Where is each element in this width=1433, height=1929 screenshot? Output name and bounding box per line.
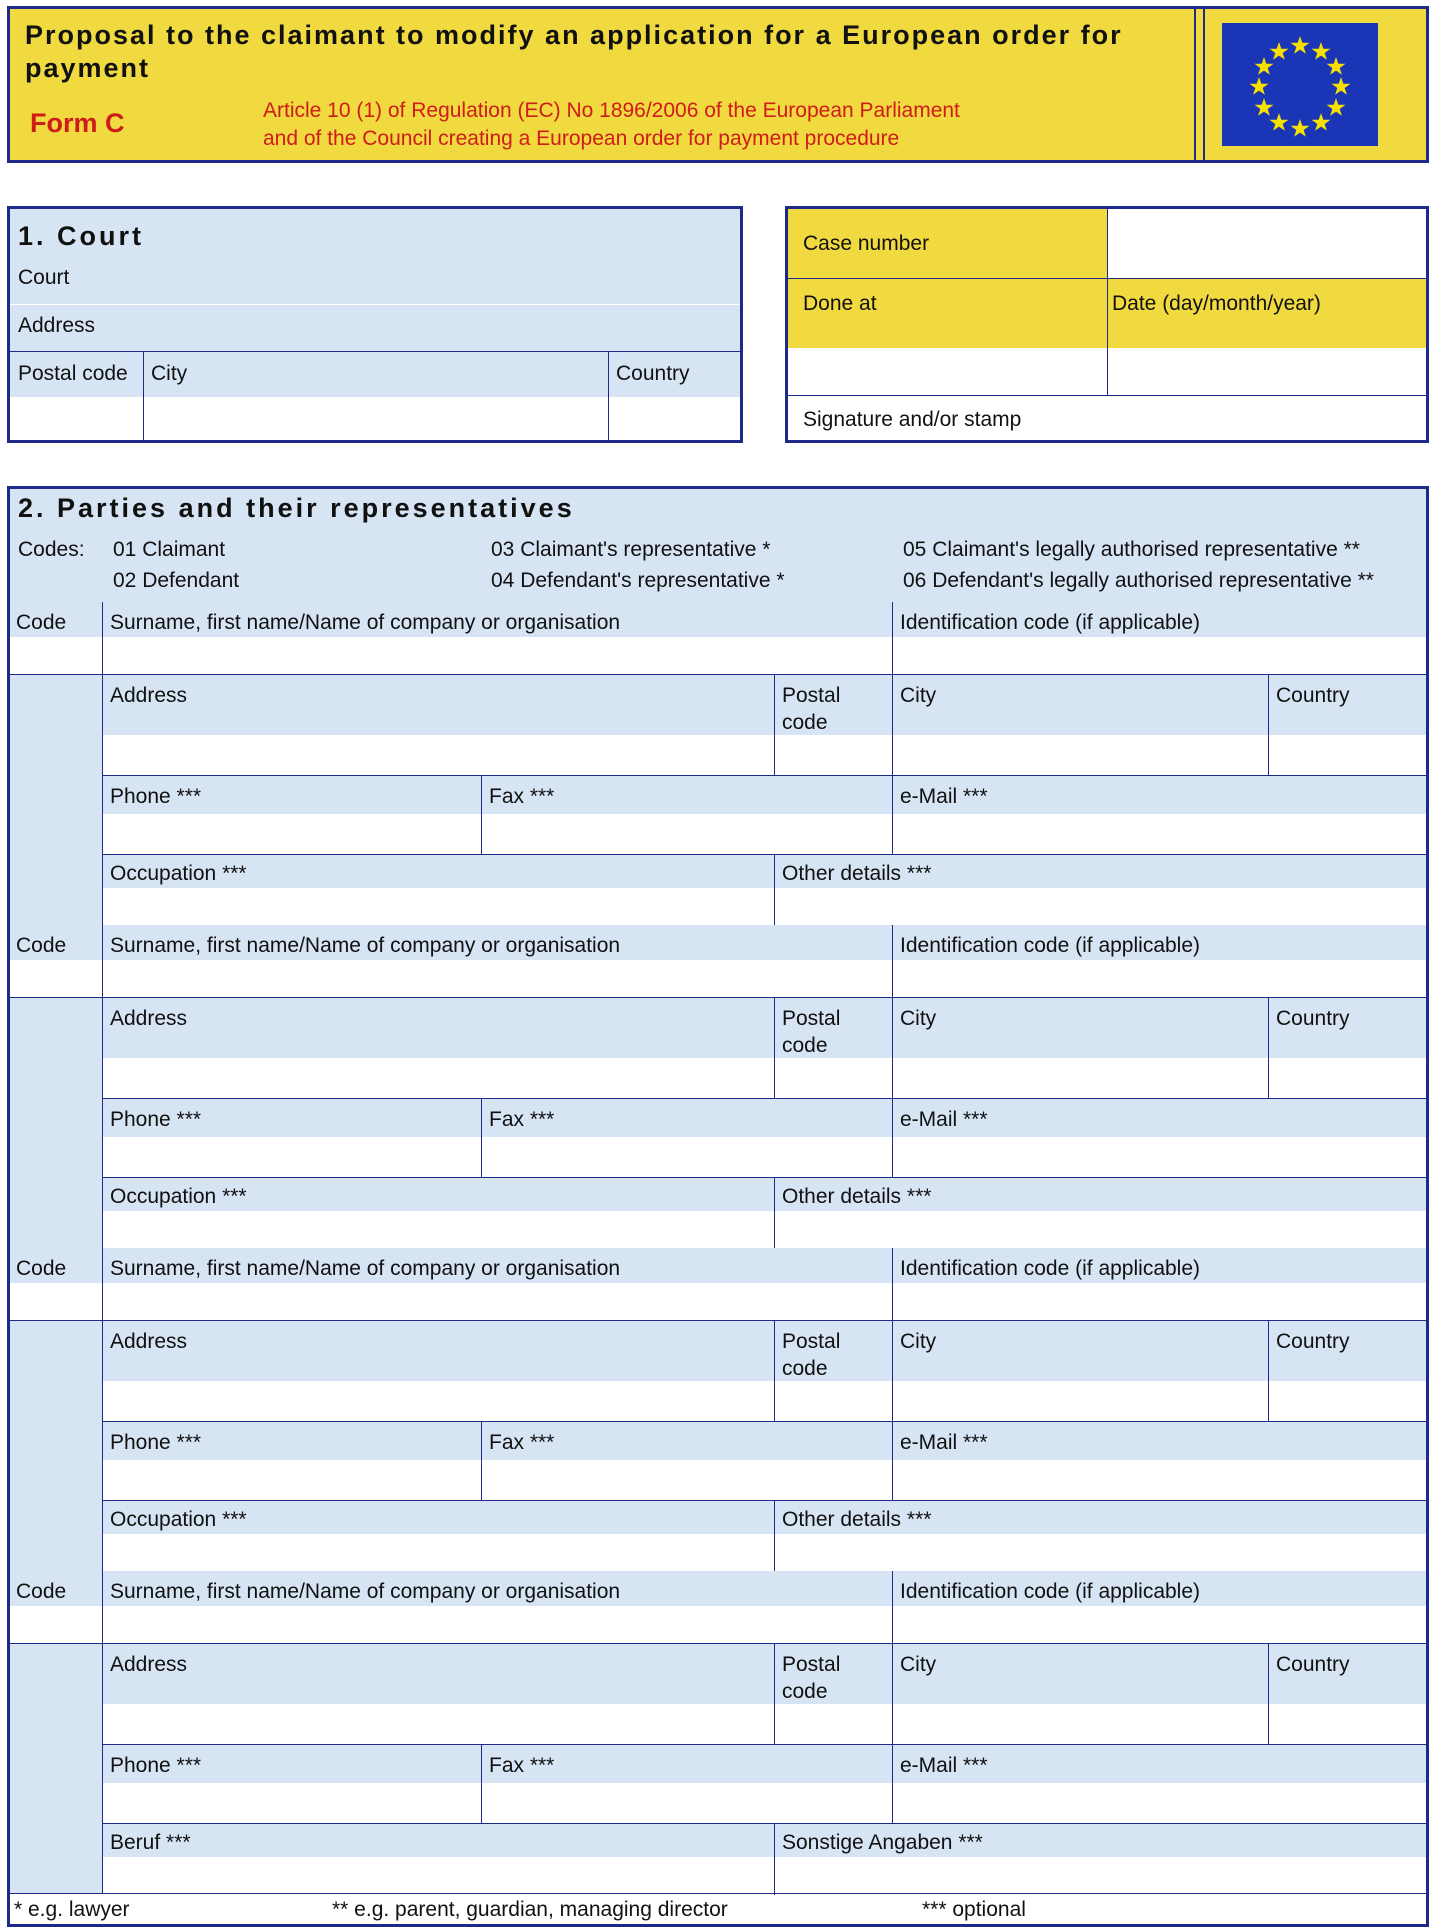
party-row-fields[interactable] (10, 1606, 1426, 1643)
code-label: Code (16, 611, 67, 634)
case-number-label: Case number (803, 232, 930, 255)
email-label: e-Mail *** (900, 1108, 988, 1131)
code-05: 05 Claimant's legally authorised representative ** (903, 538, 1360, 561)
address-label: Address (110, 1007, 188, 1030)
occupation-row-fields[interactable] (103, 1857, 1426, 1895)
identification-code-label: Identification code (if applicable) (900, 1580, 1201, 1603)
surname-label: Surname, first name/Name of company or organisation (110, 1580, 621, 1603)
party-code-column (10, 1644, 102, 1894)
other-details-label: Other details *** (782, 862, 932, 885)
postal-code-label: code (782, 1034, 828, 1057)
form-title: Proposal to the claimant to modify an application for a European order for payment (25, 20, 1123, 83)
occupation-label: Occupation *** (110, 862, 247, 885)
address-label: Address (110, 684, 188, 707)
occupation-label: Beruf *** (110, 1831, 191, 1854)
phone-label: Phone *** (110, 1754, 202, 1777)
postal-code-label: code (782, 1680, 828, 1703)
address-label: Address (18, 314, 96, 337)
footnote-lawyer: * e.g. lawyer (14, 1898, 130, 1921)
regulation-reference: Article 10 (1) of Regulation (EC) No 1896/2006 of the European Parliament and of the Council creating a European order for payment procedure (263, 99, 960, 150)
postal-code-label: Postal code (18, 362, 128, 385)
postal-code-label: code (782, 1357, 828, 1380)
address-label: Address (110, 1330, 188, 1353)
party-code-column (10, 675, 102, 925)
identification-code-label: Identification code (if applicable) (900, 611, 1201, 634)
done-at-field[interactable] (788, 348, 1107, 395)
code-03: 03 Claimant's representative * (491, 538, 771, 561)
case-number-field[interactable] (1108, 209, 1426, 278)
court-section (7, 206, 743, 443)
city-label: City (151, 362, 188, 385)
occupation-row-fields[interactable] (103, 1534, 1426, 1572)
city-label: City (900, 684, 937, 707)
surname-label: Surname, first name/Name of company or organisation (110, 611, 621, 634)
country-label: Country (1276, 1330, 1350, 1353)
address-row-fields[interactable] (103, 1058, 1426, 1098)
header-divider (1194, 9, 1196, 160)
contact-row-fields[interactable] (103, 1783, 1426, 1823)
party-row-fields[interactable] (10, 1283, 1426, 1320)
codes-label: Codes: (18, 538, 85, 561)
fax-label: Fax *** (489, 1108, 555, 1131)
email-label: e-Mail *** (900, 785, 988, 808)
country-label: Country (1276, 1653, 1350, 1676)
fax-label: Fax *** (489, 785, 555, 808)
postal-label: Postal (782, 684, 841, 707)
address-row-fields[interactable] (103, 1381, 1426, 1421)
country-label: Country (616, 362, 690, 385)
eu-flag-icon (1222, 23, 1378, 146)
phone-label: Phone *** (110, 785, 202, 808)
surname-label: Surname, first name/Name of company or organisation (110, 934, 621, 957)
code-label: Code (16, 934, 67, 957)
contact-row-fields[interactable] (103, 1460, 1426, 1500)
code-02: 02 Defendant (113, 569, 240, 592)
court-label: Court (18, 266, 70, 289)
form-label: Form C (30, 108, 125, 138)
court-section-title: 1. Court (18, 221, 145, 251)
party-row-fields[interactable] (10, 637, 1426, 674)
postal-code-field[interactable] (10, 397, 143, 440)
other-details-label: Other details *** (782, 1508, 932, 1531)
footnote-legal-rep: ** e.g. parent, guardian, managing director (332, 1898, 728, 1921)
occupation-row-fields[interactable] (103, 1211, 1426, 1249)
party-row-fields[interactable] (10, 960, 1426, 997)
other-details-label: Sonstige Angaben *** (782, 1831, 983, 1854)
postal-label: Postal (782, 1330, 841, 1353)
header-divider (1203, 9, 1205, 160)
signature-label: Signature and/or stamp (803, 408, 1022, 431)
occupation-row-fields[interactable] (103, 888, 1426, 926)
fax-label: Fax *** (489, 1431, 555, 1454)
case-section (785, 206, 1429, 443)
phone-label: Phone *** (110, 1108, 202, 1131)
postal-label: Postal (782, 1653, 841, 1676)
code-01: 01 Claimant (113, 538, 226, 561)
city-label: City (900, 1653, 937, 1676)
party-code-column (10, 1321, 102, 1571)
identification-code-label: Identification code (if applicable) (900, 1257, 1201, 1280)
address-field[interactable] (10, 305, 740, 351)
email-label: e-Mail *** (900, 1754, 988, 1777)
occupation-label: Occupation *** (110, 1508, 247, 1531)
contact-row-fields[interactable] (103, 1137, 1426, 1177)
phone-label: Phone *** (110, 1431, 202, 1454)
footnote-optional: *** optional (922, 1898, 1026, 1921)
city-field[interactable] (144, 397, 608, 440)
parties-section-title: 2. Parties and their representatives (18, 493, 575, 523)
city-label: City (900, 1007, 937, 1030)
postal-label: Postal (782, 1007, 841, 1030)
code-04: 04 Defendant's representative * (491, 569, 785, 592)
postal-code-label: code (782, 711, 828, 734)
address-row-fields[interactable] (103, 1704, 1426, 1744)
city-label: City (900, 1330, 937, 1353)
date-label: Date (day/month/year) (1112, 292, 1321, 315)
surname-label: Surname, first name/Name of company or organisation (110, 1257, 621, 1280)
other-details-label: Other details *** (782, 1185, 932, 1208)
code-06: 06 Defendant's legally authorised representative ** (903, 569, 1374, 592)
email-label: e-Mail *** (900, 1431, 988, 1454)
contact-row-fields[interactable] (103, 814, 1426, 854)
address-row-fields[interactable] (103, 735, 1426, 775)
eu-stars-icon (1222, 23, 1378, 146)
identification-code-label: Identification code (if applicable) (900, 934, 1201, 957)
fax-label: Fax *** (489, 1754, 555, 1777)
form-header (7, 6, 1429, 163)
code-label: Code (16, 1257, 67, 1280)
country-label: Country (1276, 1007, 1350, 1030)
country-label: Country (1276, 684, 1350, 707)
occupation-label: Occupation *** (110, 1185, 247, 1208)
done-at-label: Done at (803, 292, 877, 315)
party-code-column (10, 998, 102, 1248)
country-field[interactable] (609, 397, 740, 440)
code-label: Code (16, 1580, 67, 1603)
date-field[interactable] (1108, 348, 1426, 395)
address-label: Address (110, 1653, 188, 1676)
